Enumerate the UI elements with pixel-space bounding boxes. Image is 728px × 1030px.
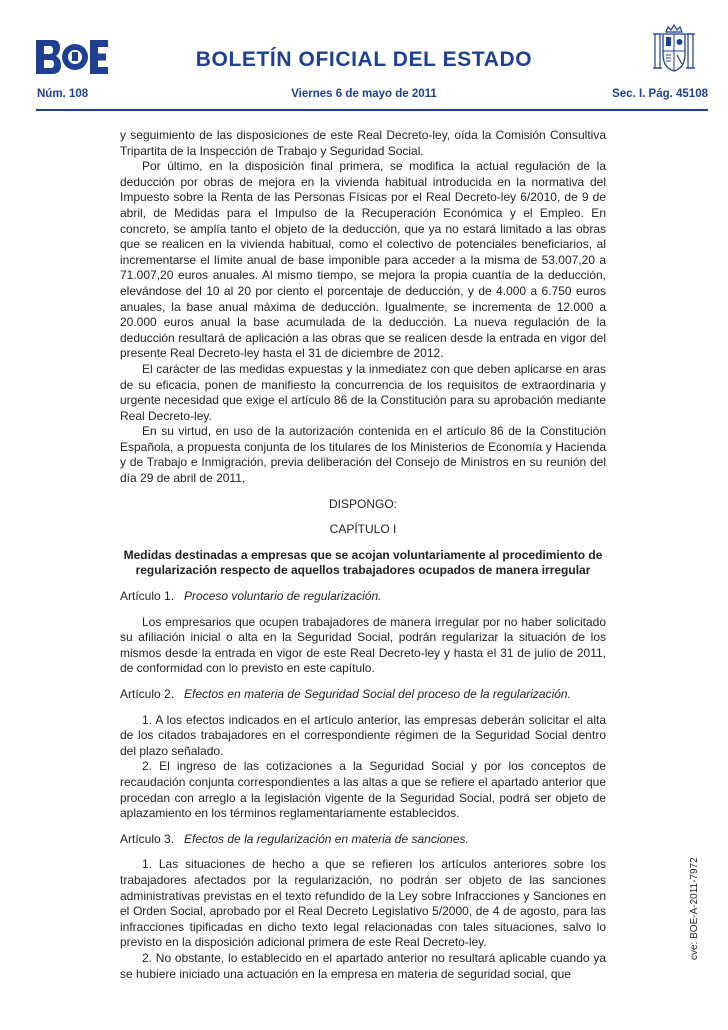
article-1-heading (120, 589, 606, 605)
article-3-heading (120, 832, 606, 848)
page-header (0, 0, 728, 112)
article-number: Artículo 2. (120, 687, 175, 701)
document-body (120, 128, 606, 982)
coat-of-arms (652, 24, 696, 76)
article-2-heading (120, 687, 606, 703)
coat-of-arms-icon (652, 24, 696, 76)
dispongo-heading: DISPONGO: (328, 496, 397, 511)
paragraph: Por último, en la disposición final primera, se modifica la actual regulación de la deducción por obras de mejora en la vivienda habitual introducida en la normativa del Impuesto sobre la Renta de las Personas Físicas por el Real Decreto-ley 6/2010, de 9 de abril, de Medidas para el Impulso de la Recuperación Económica y el Empleo. En concreto, se amplía tanto el objeto de la deducción, que ya no estará limitado a las obras que se realicen en la vivienda habitual, como el colectivo de potenciales beneficiarios, al incrementarse el límite anual de base imponible para acceder a la misma de 53.007,20 a 71.007,20 euros anuales. Al mismo tiempo, se mejora la propia cuantía de la deducción, elevándose del 10 al 20 por ciento el porcentaje de deducción, y de 4.000 a 6.750 euros anuales, la base anual máxima de deducción. Igualmente, se incrementa de 12.000 a 20.000 euros anual la base acumulada de la deducción. La nueva regulación de la deducción resultará de aplicación a las obras que se realicen desde la entrada en vigor del presente Real Decreto-ley hasta el 31 de diciembre de 2012. (120, 159, 606, 361)
issue-number: Núm. 108 (37, 88, 89, 100)
paragraph: 2. El ingreso de las cotizaciones a la Seguridad Social y por los conceptos de recaudación conjunta correspondientes a las altas a que se refiere el apartado anterior que procedan con arreglo a la legislación vigente de la Seguridad Social, podrá ser objeto de aplazamiento en los términos reglamentariamente establecidos. (120, 759, 606, 821)
chapter-heading: CAPÍTULO I (329, 522, 397, 537)
paragraph: y seguimiento de las disposiciones de este Real Decreto-ley, oída la Comisión Consultiva Tripartita de la Inspección de Trabajo y Seguridad Social. (120, 128, 606, 158)
paragraph: 1. A los efectos indicados en el artículo anterior, las empresas deberán solicitar el alta de los citados trabajadores en el correspondiente régimen de la Seguridad Social dentro del plazo señalado. (120, 712, 606, 758)
paragraph: 2. No obstante, lo establecido en el apartado anterior no resultará aplicable cuando ya se hubiere iniciado una actuación en la empresa en materia de seguridad social, que (120, 950, 606, 981)
paragraph: En su virtud, en uso de la autorización contenida en el artículo 86 de la Constitución Española, a propuesta conjunta de los titulares de los Ministerios de Economía y Hacienda y de Trabajo e Inmigración, previa deliberación del Consejo de Ministros en su reunión del día 29 de abril de 2011, (120, 424, 606, 486)
header-rule (36, 109, 708, 111)
section-page: Sec. I. Pág. 45108 (612, 88, 708, 100)
cve-identifier: cve: BOE-A-2011-7972 (689, 857, 700, 960)
article-number: Artículo 3. (120, 831, 175, 846)
page-title: BOLETÍN OFICIAL DEL ESTADO (195, 48, 533, 71)
chapter-title: Medidas destinadas a empresas que se acojan voluntariamente al procedimiento de regularización respecto de aquellos trabajadores ocupados de manera irregular (123, 547, 603, 578)
issue-date: Viernes 6 de mayo de 2011 (291, 88, 437, 100)
article-title: Proceso voluntario de regularización. (184, 589, 382, 604)
article-number: Artículo 1. (120, 589, 175, 604)
article-title: Efectos de la regularización en materia de sanciones. (184, 831, 469, 846)
paragraph: Los empresarios que ocupen trabajadores de manera irregular por no haber solicitado su afiliación inicial o alta en la Seguridad Social, podrán regularizar la situación de los mismos desde la entrada en vigor de este Real Decreto-ley y hasta el 31 de julio de 2011, de conformidad con lo previsto en este capítulo. (120, 614, 606, 676)
paragraph: 1. Las situaciones de hecho a que se refieren los artículos anteriores sobre los trabajadores afectados por la regularización, no podrán ser objeto de las sanciones administrativas previstas en el texto refundido de la Ley sobre Infracciones y Sanciones en el Orden Social, aprobado por el Real Decreto Legislativo 5/2000, de 4 de agosto, para las infracciones tipificadas en dicho texto legal relacionadas con tales situaciones, salvo lo previsto en la disposición adicional primera de este Real Decreto-ley. (120, 857, 606, 950)
paragraph: El carácter de las medidas expuestas y la inmediatez con que deben aplicarse en aras de su eficacia, ponen de manifiesto la concurrencia de los requisitos de extraordinaria y urgente necesidad que exige el artículo 86 de la Constitución para su aprobación mediante Real Decreto-ley. (120, 361, 606, 423)
article-title: Efectos en materia de Seguridad Social del proceso de la regularización. (184, 687, 571, 701)
